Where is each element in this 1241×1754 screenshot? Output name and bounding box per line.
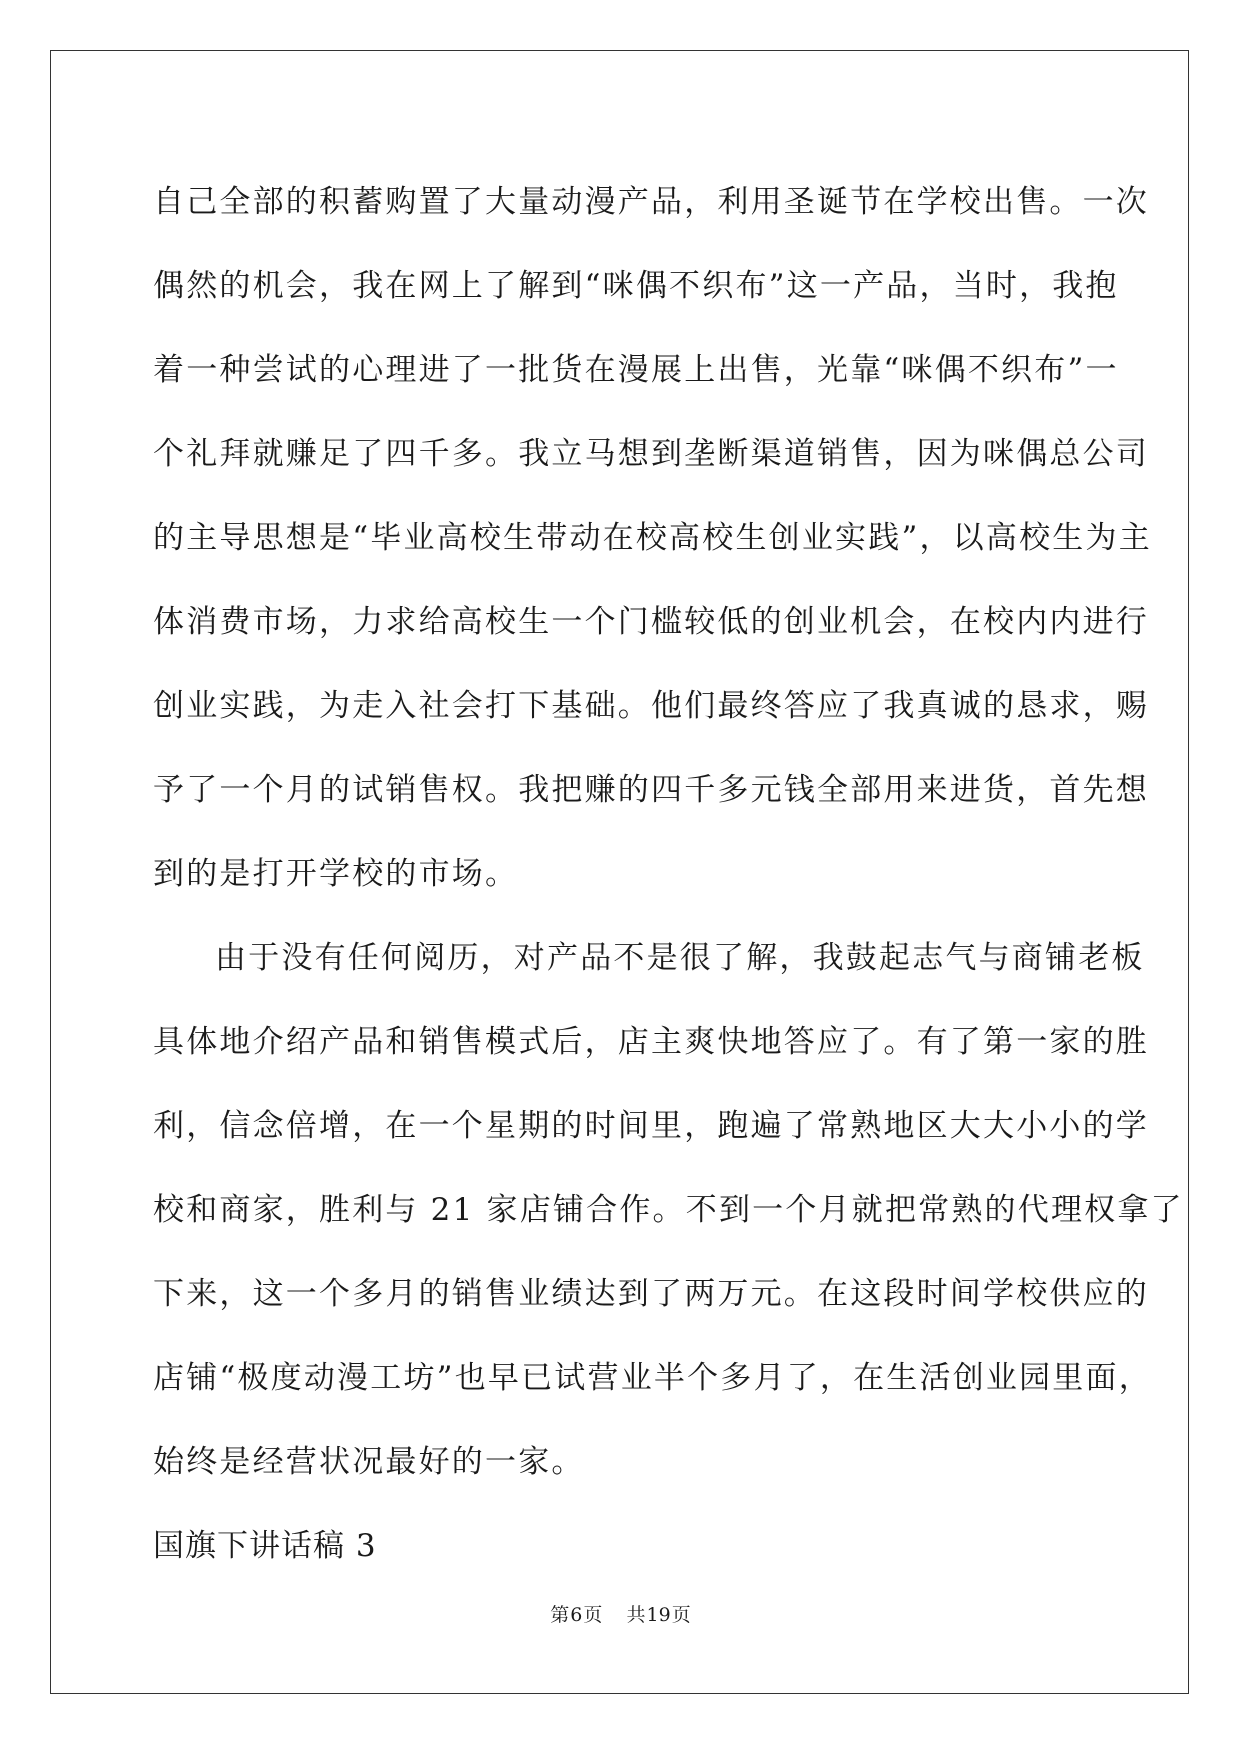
document-body — [153, 160, 1184, 1588]
text-line: 体消费市场，力求给高校生一个门槛较低的创业机会，在校内内进行 — [153, 604, 1149, 640]
text-line: 创业实践，为走入社会打下基础。他们最终答应了我真诚的恳求，赐 — [153, 688, 1149, 724]
paragraph-1 — [153, 160, 1152, 916]
paragraph-2 — [153, 916, 1184, 1504]
page-suffix: 页 — [583, 1604, 603, 1626]
text-line: 具体地介绍产品和销售模式后，店主爽快地答应了。有了第一家的胜 — [153, 1024, 1149, 1060]
text-line: 个礼拜就赚足了四千多。我立马想到垄断渠道销售，因为咪偶总公司 — [153, 436, 1149, 472]
text-line-indented: 由于没有任何阅历，对产品不是很了解，我鼓起志气与商铺老板 — [215, 940, 1145, 976]
section-heading: 国旗下讲话稿 3 — [153, 1528, 377, 1564]
text-line: 的主导思想是“毕业高校生带动在校高校生创业实践”，以高校生为主 — [153, 520, 1152, 556]
text-line: 予了一个月的试销售权。我把赚的四千多元钱全部用来进货，首先想 — [153, 772, 1149, 808]
text-line: 利，信念倍增，在一个星期的时间里，跑遍了常熟地区大大小小的学 — [153, 1108, 1149, 1144]
text-line: 校和商家，胜利与 21 家店铺合作。不到一个月就把常熟的代理权拿了 — [153, 1192, 1184, 1228]
text-line: 偶然的机会，我在网上了解到“咪偶不织布”这一产品，当时，我抱 — [153, 268, 1119, 304]
total-pages: 19 — [646, 1604, 671, 1626]
total-suffix: 页 — [671, 1604, 691, 1626]
page-number: 6 — [570, 1604, 583, 1626]
page-prefix: 第 — [550, 1604, 570, 1626]
text-line: 始终是经营状况最好的一家。 — [153, 1444, 585, 1480]
text-line: 着一种尝试的心理进了一批货在漫展上出售，光靠“咪偶不织布”一 — [153, 352, 1119, 388]
page-footer — [0, 1603, 1241, 1627]
total-prefix: 共 — [626, 1604, 646, 1626]
text-line: 自己全部的积蓄购置了大量动漫产品，利用圣诞节在学校出售。一次 — [153, 184, 1149, 220]
text-line: 下来，这一个多月的销售业绩达到了两万元。在这段时间学校供应的 — [153, 1276, 1149, 1312]
text-line: 到的是打开学校的市场。 — [153, 856, 519, 892]
text-line: 店铺“极度动漫工坊”也早已试营业半个多月了，在生活创业园里面， — [153, 1360, 1152, 1396]
